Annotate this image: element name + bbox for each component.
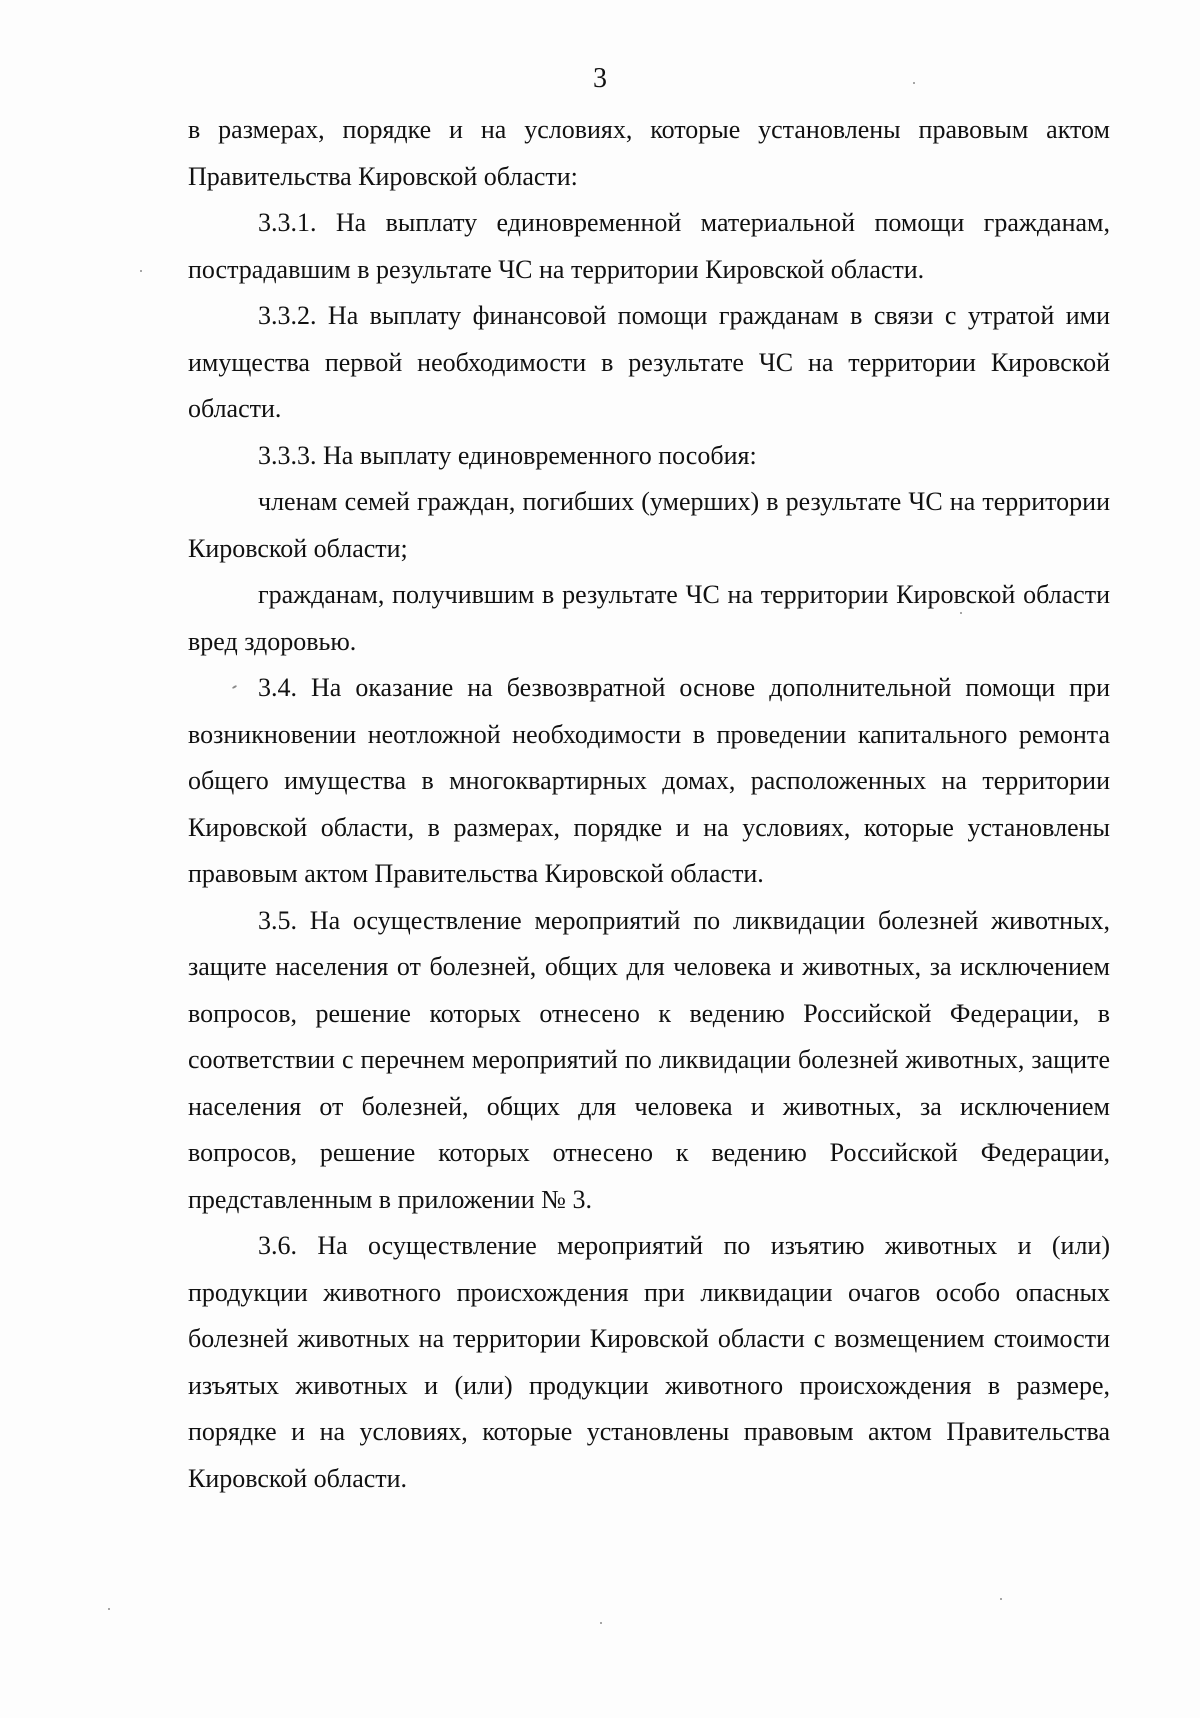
page-number: 3 [593, 63, 607, 94]
paragraph-3-4: 3.4. На оказание на безвозвратной основе дополнительной помощи при возникновении неотложной необходимости в проведении капитального ремонта общего имущества в многоквартирных домах, расположенных на территории Кировской области, в размерах, порядке и на условиях, которые установлены правовым актом Правительства Кировской области. [188, 673, 1110, 888]
scan-speck [1000, 1598, 1002, 1600]
scan-speck [108, 1608, 110, 1610]
scan-speck [140, 270, 142, 272]
paragraph-3-3-3-family-members: членам семей граждан, погибших (умерших) в результате ЧС на территории Кировской области; [188, 487, 1110, 563]
scan-speck [913, 82, 915, 84]
scan-speck [600, 1622, 602, 1624]
paragraph-3-6: 3.6. На осуществление мероприятий по изъятию животных и (или) продукции животного происхождения при ликвидации очагов особо опасных болезней животных на территории Кировской области с возмещением стоимости изъятых животных и (или) продукции животного происхождения в размере, порядке и на условиях, которые установлены правовым актом Правительства Кировской области. [188, 1231, 1110, 1493]
paragraph-3-3-2: 3.3.2. На выплату финансовой помощи гражданам в связи с утратой ими имущества первой необходимости в результате ЧС на территории Кировской области. [188, 301, 1110, 423]
paragraph-3-3-1: 3.3.1. На выплату единовременной материальной помощи гражданам, пострадавшим в результате ЧС на территории Кировской области. [188, 208, 1110, 284]
document-body [188, 107, 1110, 1502]
scan-speck [960, 612, 962, 614]
paragraph-3-3-3: 3.3.3. На выплату единовременного пособия: [258, 440, 757, 470]
paragraph-3-5: 3.5. На осуществление мероприятий по ликвидации болезней животных, защите населения от болезней, общих для человека и животных, за исключением вопросов, решение которых отнесено к ведению Российской Федерации, в соответствии с перечнем мероприятий по ликвидации болезней животных, защите населения от болезней, общих для человека и животных, за исключением вопросов, решение которых отнесено к ведению Российской Федерации, представленным в приложении № 3. [188, 905, 1110, 1214]
paragraph-3-3-3-injured-citizens: гражданам, получившим в результате ЧС на территории Кировской области вред здоровью. [188, 580, 1110, 656]
paragraph-intro: в размерах, порядке и на условиях, которые установлены правовым актом Правительства Кировской области: [188, 115, 1110, 191]
